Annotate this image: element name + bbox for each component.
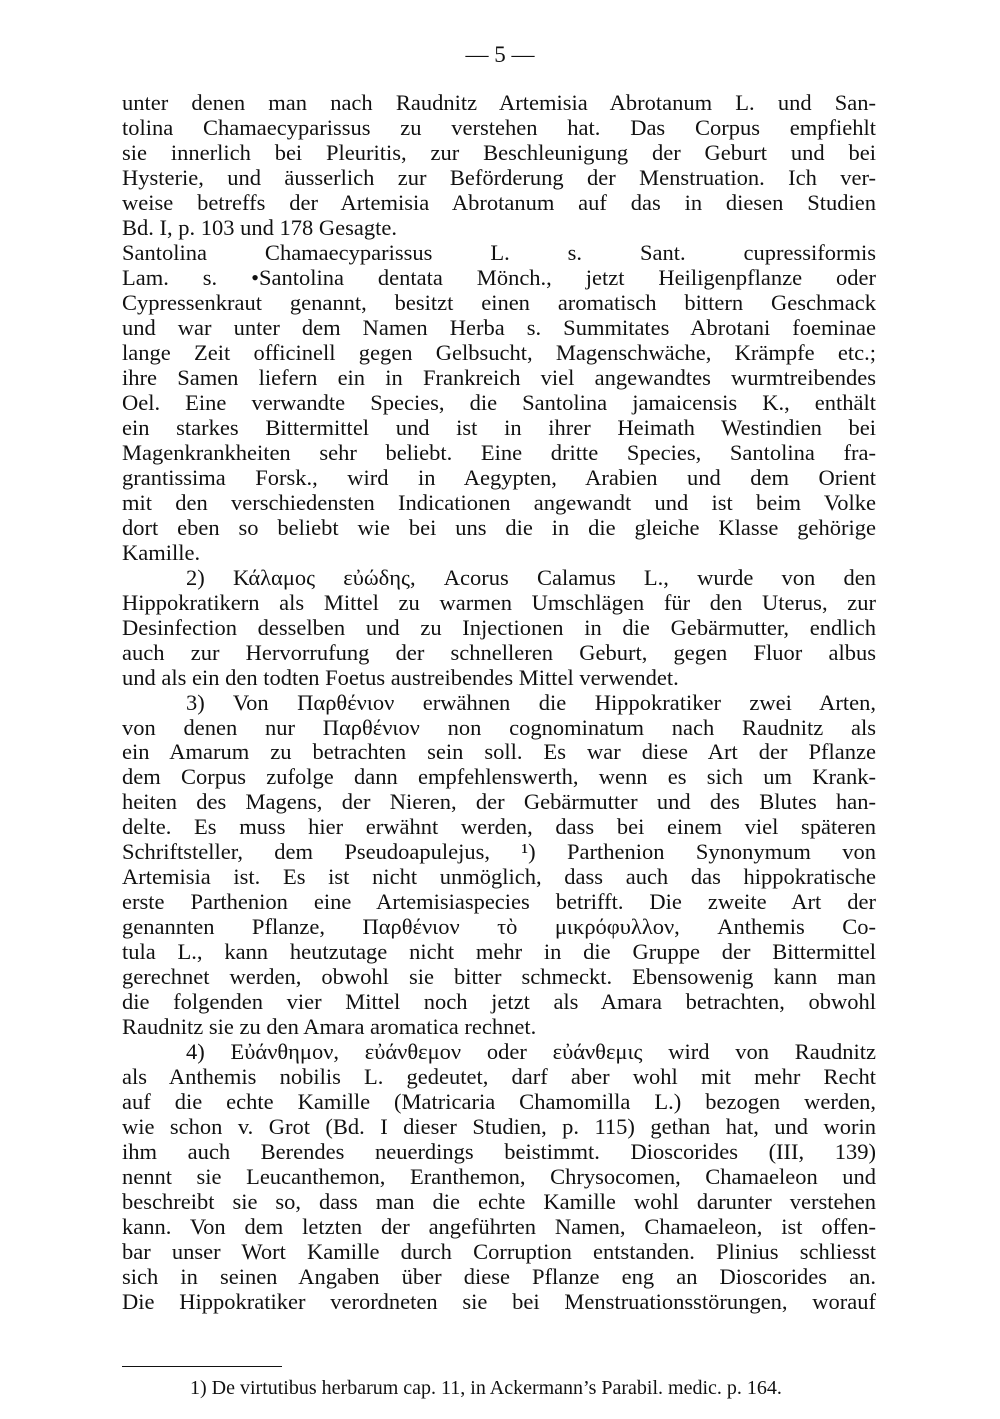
text-line: nennt sie Leucanthemon, Eranthemon, Chrysocomen, Chamaeleon und xyxy=(122,1164,876,1190)
text-line: bar unser Wort Kamille durch Corruption entstanden. Plinius schliesst xyxy=(122,1239,876,1265)
text-line: als Anthemis nobilis L. gedeutet, darf aber wohl mit mehr Recht xyxy=(122,1064,876,1090)
text-line: 4) Εὐάνθημον, εὐάνθεμον oder εὐάνθεμις wird von Raudnitz xyxy=(186,1039,876,1065)
text-line: kann. Von dem letzten der angeführten Namen, Chamaeleon, ist offen- xyxy=(122,1214,876,1240)
text-line: Lam. s. •Santolina dentata Mönch., jetzt Heiligenpflanze oder xyxy=(122,264,876,290)
text-line: ein Amarum zu betrachten sein soll. Es war diese Art der Pflanze xyxy=(122,739,876,765)
footnote: 1) De virtutibus herbarum cap. 11, in Ackermann’s Parabil. medic. p. 164. xyxy=(190,1377,782,1399)
text-line: mit den verschiedensten Indicationen angewandt und ist beim Volke xyxy=(122,489,876,515)
text-line: erste Parthenion eine Artemisiaspecies betrifft. Die zweite Art der xyxy=(122,889,876,915)
text-line: Kamille. xyxy=(122,539,201,565)
text-line: beschreibt sie so, dass man die echte Kamille wohl darunter verstehen xyxy=(122,1189,876,1215)
text-line: Hysterie, und äusserlich zur Beförderung der Menstruation. Ich ver- xyxy=(122,164,876,190)
text-line: Magenkrankheiten sehr beliebt. Eine dritte Species, Santolina fra- xyxy=(122,439,876,465)
text-line: Artemisia ist. Es ist nicht unmöglich, dass auch das hippokratische xyxy=(122,864,876,890)
text-line: und war unter dem Namen Herba s. Summitates Abrotani foeminae xyxy=(122,314,876,340)
text-line: tula L., kann heutzutage nicht mehr in die Gruppe der Bittermittel xyxy=(122,939,876,965)
text-line: und als ein den todten Foetus austreibendes Mittel verwendet. xyxy=(122,664,679,690)
text-line: Bd. I, p. 103 und 178 Gesagte. xyxy=(122,214,397,240)
text-line: sich in seinen Angaben über diese Pflanze eng an Dioscorides an. xyxy=(122,1264,876,1290)
text-line: von denen nur Παρθένιον non cognominatum nach Raudnitz als xyxy=(122,714,876,740)
page-number: — 5 — xyxy=(465,42,535,67)
text-line: grantissima Forsk., wird in Aegypten, Arabien und dem Orient xyxy=(122,464,876,490)
text-line: Hippokratikern als Mittel zu warmen Umschlägen für den Uterus, zur xyxy=(122,589,876,615)
text-line: auf die echte Kamille (Matricaria Chamomilla L.) bezogen werden, xyxy=(122,1089,876,1115)
text-line: Oel. Eine verwandte Species, die Santolina jamaicensis K., enthält xyxy=(122,389,876,415)
text-line: dort eben so beliebt wie bei uns die in die gleiche Klasse gehörige xyxy=(122,514,876,540)
text-line: lange Zeit officinell gegen Gelbsucht, Magenschwäche, Krämpfe etc.; xyxy=(122,339,876,365)
text-line: Die Hippokratiker verordneten sie bei Menstruationsstörungen, worauf xyxy=(122,1289,876,1315)
text-line: Santolina Chamaecyparissus L. s. Sant. cupressiformis xyxy=(122,239,876,265)
text-line: heiten des Magens, der Nieren, der Gebärmutter und des Blutes han- xyxy=(122,789,876,815)
text-line: Raudnitz sie zu den Amara aromatica rechnet. xyxy=(122,1014,537,1040)
text-line: weise betreffs der Artemisia Abrotanum auf das in diesen Studien xyxy=(122,189,876,215)
text-line: tolina Chamaecyparissus zu verstehen hat. Das Corpus empfiehlt xyxy=(122,114,876,140)
footnote-rule xyxy=(122,1366,282,1367)
text-line: 2) Κάλαμος εὐώδης, Acorus Calamus L., wurde von den xyxy=(186,564,876,590)
text-line: Cypressenkraut genannt, besitzt einen aromatisch bittern Geschmack xyxy=(122,289,876,315)
text-line: Desinfection desselben und zu Injectionen in die Gebärmutter, endlich xyxy=(122,614,876,640)
text-line: die folgenden vier Mittel noch jetzt als Amara betrachten, obwohl xyxy=(122,989,876,1015)
text-line: genannten Pflanze, Παρθένιον τὸ μικρόφυλλον, Anthemis Co- xyxy=(122,914,876,940)
text-line: 3) Von Παρθένιον erwähnen die Hippokratiker zwei Arten, xyxy=(186,689,876,715)
text-line: gerechnet werden, obwohl sie bitter schmeckt. Ebensowenig kann man xyxy=(122,964,876,990)
text-line: Schriftsteller, dem Pseudoapulejus, ¹) Parthenion Synonymum von xyxy=(122,839,876,865)
text-line: ein starkes Bittermittel und ist in ihrer Heimath Westindien bei xyxy=(122,414,876,440)
text-line: ihm auch Berendes neuerdings beistimmt. Dioscorides (III, 139) xyxy=(122,1139,876,1165)
text-line: auch zur Hervorrufung der schnelleren Geburt, gegen Fluor albus xyxy=(122,639,876,665)
text-line: dem Corpus zufolge dann empfehlenswerth, wenn es sich um Krank- xyxy=(122,764,876,790)
text-line: unter denen man nach Raudnitz Artemisia Abrotanum L. und San- xyxy=(122,90,876,115)
text-line: sie innerlich bei Pleuritis, zur Beschleunigung der Geburt und bei xyxy=(122,139,876,165)
text-line: ihre Samen liefern ein in Frankreich viel angewandtes wurmtreibendes xyxy=(122,364,876,390)
text-line: wie schon v. Grot (Bd. I dieser Studien, p. 115) gethan hat, und worin xyxy=(122,1114,876,1140)
text-line: delte. Es muss hier erwähnt werden, dass bei einem viel späteren xyxy=(122,814,876,840)
